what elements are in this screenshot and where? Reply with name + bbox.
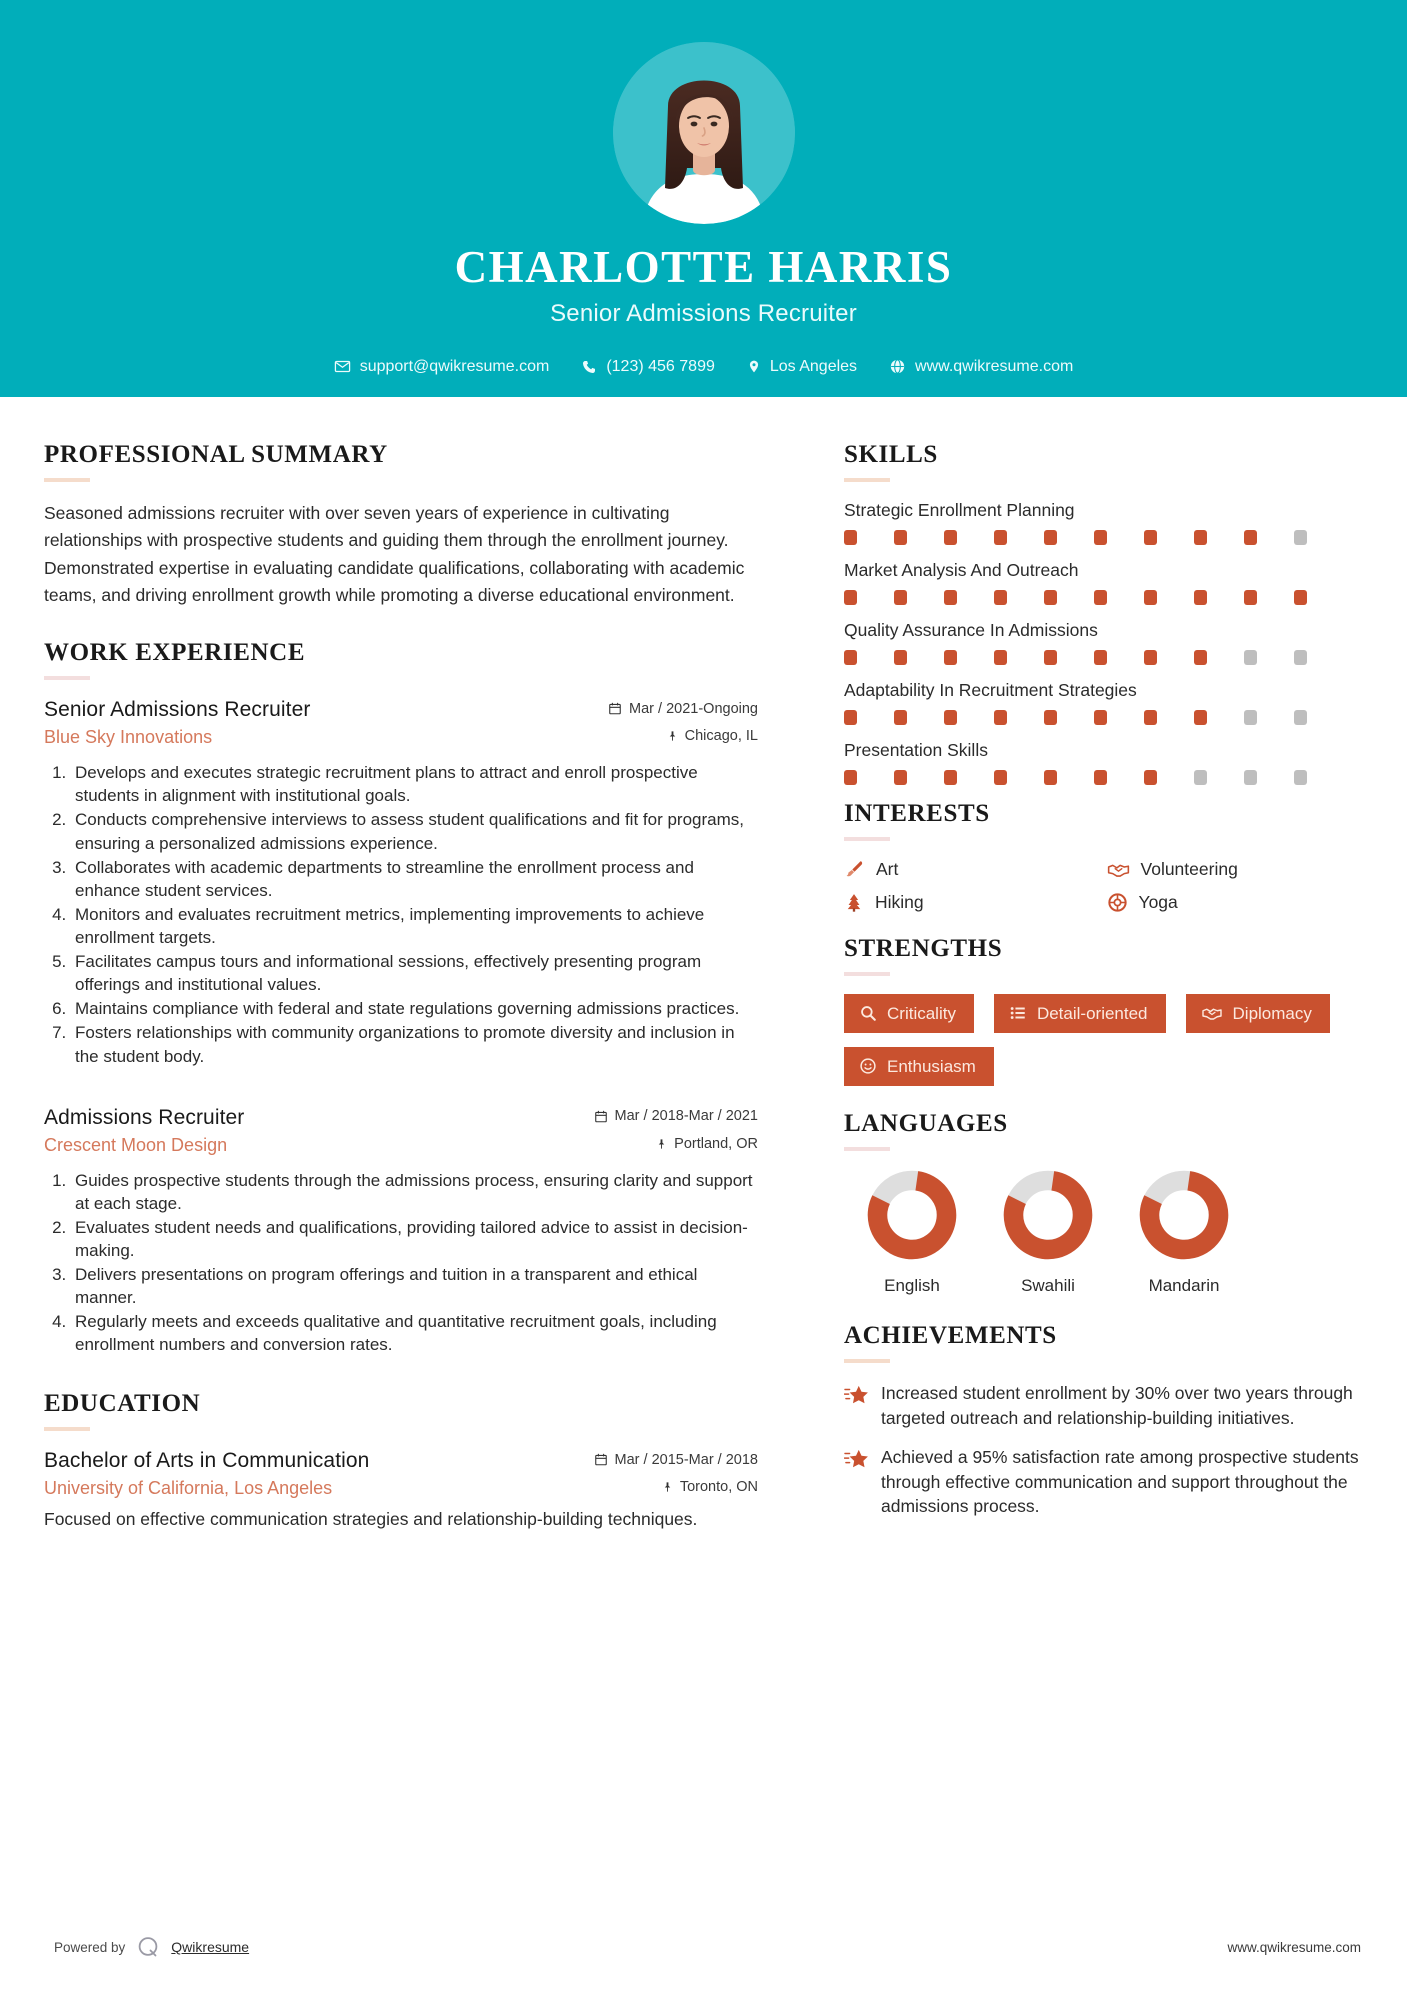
skill-dot-filled bbox=[994, 650, 1007, 665]
strength-label: Enthusiasm bbox=[887, 1056, 976, 1076]
strength-chip-detail-oriented bbox=[994, 994, 1166, 1033]
calendar-icon bbox=[594, 1452, 608, 1467]
interest-item-hiking bbox=[844, 892, 1099, 913]
skill-dot-empty bbox=[1294, 710, 1307, 725]
skill-dot-filled bbox=[1144, 530, 1157, 545]
skill-dot-filled bbox=[944, 710, 957, 725]
interest-item-yoga bbox=[1107, 892, 1362, 913]
page-title: CHARLOTTE HARRIS bbox=[454, 242, 953, 292]
phone-icon bbox=[581, 359, 597, 375]
pushpin-icon bbox=[662, 1480, 673, 1494]
job-bullet-list bbox=[44, 1169, 758, 1357]
avatar bbox=[613, 42, 795, 224]
shooting-star-icon bbox=[844, 1448, 868, 1470]
strengths-list bbox=[844, 994, 1361, 1086]
section-title-experience: WORK EXPERIENCE bbox=[44, 639, 306, 667]
section-achievements bbox=[844, 1322, 1361, 1519]
job-bullet-list bbox=[44, 761, 758, 1067]
resume-header bbox=[0, 0, 1407, 397]
skill-rating bbox=[844, 710, 1361, 725]
achievement-item bbox=[844, 1381, 1361, 1431]
page-footer bbox=[0, 1904, 1407, 1990]
language-item bbox=[844, 1169, 980, 1296]
right-column bbox=[800, 397, 1407, 1533]
section-interests bbox=[844, 800, 1361, 913]
skill-dot-filled bbox=[894, 770, 907, 785]
section-languages bbox=[844, 1110, 1361, 1296]
section-title-education: EDUCATION bbox=[44, 1390, 201, 1418]
interest-label: Hiking bbox=[875, 892, 924, 912]
powered-by-label: Powered by bbox=[54, 1939, 126, 1955]
job-company: Blue Sky Innovations bbox=[44, 727, 213, 748]
calendar-icon bbox=[608, 701, 622, 716]
education-description: Focused on effective communication strategies and relationship-building techniques. bbox=[44, 1509, 698, 1530]
skill-dot-empty bbox=[1294, 530, 1307, 545]
interest-item-volunteering bbox=[1107, 859, 1362, 880]
strength-chip-enthusiasm bbox=[844, 1047, 994, 1086]
skill-dot-filled bbox=[944, 530, 957, 545]
education-dates-text: Mar / 2015-Mar / 2018 bbox=[614, 1451, 758, 1468]
skill-dot-filled bbox=[994, 710, 1007, 725]
achievement-text: Increased student enrollment by 30% over two years through targeted outreach and relationship-building initiatives. bbox=[881, 1383, 1353, 1428]
shooting-star-icon bbox=[844, 1384, 868, 1406]
pine-tree-icon bbox=[844, 892, 864, 913]
skill-dot-filled bbox=[944, 770, 957, 785]
skill-dot-filled bbox=[1144, 590, 1157, 605]
skill-name: Quality Assurance In Admissions bbox=[844, 620, 1098, 640]
skill-name: Market Analysis And Outreach bbox=[844, 560, 1079, 580]
job-title: Senior Admissions Recruiter bbox=[550, 299, 857, 327]
job-dates-text: Mar / 2021-Ongoing bbox=[629, 700, 758, 717]
section-title-skills: SKILLS bbox=[844, 441, 938, 468]
powered-by bbox=[54, 1934, 249, 1960]
skill-dot-filled bbox=[844, 530, 857, 545]
job-role: Senior Admissions Recruiter bbox=[44, 698, 311, 722]
skill-dot-filled bbox=[1144, 710, 1157, 725]
section-rule bbox=[844, 1147, 890, 1151]
experience-entry bbox=[44, 1106, 758, 1357]
skill-rating bbox=[844, 590, 1361, 605]
resume-body bbox=[0, 397, 1407, 1533]
list-item: 1. Guides prospective students through the admissions process, ensuring clarity and support at each stage. bbox=[71, 1169, 758, 1215]
handshake-icon bbox=[1107, 859, 1130, 880]
skill-rating bbox=[844, 650, 1361, 665]
lifebuoy-icon bbox=[1107, 892, 1128, 913]
footer-url: www.qwikresume.com bbox=[1227, 1939, 1361, 1955]
job-location bbox=[656, 1136, 758, 1152]
list-item: 4. Regularly meets and exceeds qualitative and quantitative recruitment goals, including enrollment numbers and conversion rates. bbox=[71, 1310, 758, 1356]
summary-text: Seasoned admissions recruiter with over seven years of experience in cultivating relationships with prospective students and guiding them through the enrollment journey. Demonstrated expertise in evaluating candidate qualifications, collaborating with academic teams, and driving enrollment growth while promoting a diverse educational environment. bbox=[44, 503, 745, 605]
interest-label: Volunteering bbox=[1140, 859, 1238, 879]
calendar-icon bbox=[594, 1109, 608, 1124]
skill-dot-empty bbox=[1244, 710, 1257, 725]
strength-label: Diplomacy bbox=[1232, 1003, 1312, 1023]
strength-label: Criticality bbox=[887, 1003, 956, 1023]
skill-dot-filled bbox=[1044, 710, 1057, 725]
skill-dot-empty bbox=[1294, 770, 1307, 785]
list-item: 4. Monitors and evaluates recruitment metrics, implementing improvements to achieve enrollment targets. bbox=[71, 903, 758, 949]
skill-rating bbox=[844, 530, 1361, 545]
skill-dot-empty bbox=[1294, 650, 1307, 665]
skill-dot-filled bbox=[994, 770, 1007, 785]
section-rule bbox=[44, 478, 90, 482]
left-column bbox=[0, 397, 800, 1533]
skill-dot-filled bbox=[1244, 590, 1257, 605]
language-donut-chart bbox=[1002, 1169, 1094, 1261]
globe-icon bbox=[889, 358, 906, 375]
job-location bbox=[667, 728, 758, 744]
contact-location[interactable] bbox=[731, 358, 873, 376]
location-pin-icon bbox=[747, 358, 761, 375]
paintbrush-icon bbox=[844, 859, 865, 880]
interest-label: Yoga bbox=[1138, 892, 1178, 912]
skill-dot-empty bbox=[1244, 770, 1257, 785]
section-title-strengths: STRENGTHS bbox=[844, 935, 1003, 962]
skill-dot-empty bbox=[1244, 650, 1257, 665]
section-professional-summary bbox=[44, 441, 758, 609]
interests-grid bbox=[844, 859, 1361, 913]
skill-dot-filled bbox=[894, 590, 907, 605]
pushpin-icon bbox=[656, 1137, 667, 1151]
language-label: Mandarin bbox=[1148, 1276, 1220, 1295]
skill-dot-filled bbox=[994, 590, 1007, 605]
list-item: 3. Delivers presentations on program offerings and tuition in a transparent and ethical manner. bbox=[71, 1263, 758, 1309]
contact-location-text: Los Angeles bbox=[769, 357, 858, 375]
education-location bbox=[662, 1479, 758, 1495]
list-item: 2. Conducts comprehensive interviews to assess student qualifications and fit for programs, ensuring a personalized admissions experience. bbox=[71, 808, 758, 854]
section-title-summary: PROFESSIONAL SUMMARY bbox=[44, 441, 388, 468]
contact-phone-text: (123) 456 7899 bbox=[606, 357, 715, 375]
language-item bbox=[1116, 1169, 1252, 1296]
skill-dot-filled bbox=[1094, 650, 1107, 665]
contact-website-text: www.qwikresume.com bbox=[915, 357, 1074, 375]
section-skills bbox=[844, 441, 1361, 785]
skill-dot-filled bbox=[1194, 650, 1207, 665]
skill-dot-filled bbox=[1144, 770, 1157, 785]
skill-dot-filled bbox=[1094, 710, 1107, 725]
list-item: 2. Evaluates student needs and qualifications, providing tailored advice to assist in decision-making. bbox=[71, 1216, 758, 1262]
list-item: 7. Fosters relationships with community organizations to promote diversity and inclusion in the student body. bbox=[71, 1021, 758, 1067]
languages-list bbox=[844, 1169, 1361, 1296]
envelope-icon bbox=[334, 358, 351, 375]
skill-dot-filled bbox=[844, 710, 857, 725]
skill-dot-filled bbox=[844, 650, 857, 665]
section-title-interests: INTERESTS bbox=[844, 800, 990, 827]
skill-dot-filled bbox=[1094, 590, 1107, 605]
skill-dot-filled bbox=[1194, 710, 1207, 725]
section-rule bbox=[844, 478, 890, 482]
skill-name: Presentation Skills bbox=[844, 740, 988, 760]
contact-email-text: support@qwikresume.com bbox=[359, 357, 550, 375]
language-label: Swahili bbox=[1021, 1276, 1075, 1295]
job-role: Admissions Recruiter bbox=[44, 1105, 245, 1129]
section-rule bbox=[844, 1359, 890, 1363]
interest-label: Art bbox=[876, 859, 899, 879]
skill-dot-empty bbox=[1194, 770, 1207, 785]
section-work-experience bbox=[44, 639, 758, 1356]
education-dates bbox=[594, 1452, 758, 1468]
skill-dot-filled bbox=[1044, 650, 1057, 665]
language-label: English bbox=[884, 1276, 940, 1295]
language-donut-chart bbox=[866, 1169, 958, 1261]
strength-chip-criticality bbox=[844, 994, 974, 1033]
skill-dot-filled bbox=[944, 590, 957, 605]
skill-dot-filled bbox=[894, 650, 907, 665]
achievement-text: Achieved a 95% satisfaction rate among prospective students through effective communication and support throughout the admissions process. bbox=[881, 1446, 1359, 1517]
qwikresume-logo-icon bbox=[135, 1934, 161, 1960]
skill-dot-filled bbox=[1044, 770, 1057, 785]
skill-dot-filled bbox=[894, 530, 907, 545]
pushpin-icon bbox=[667, 729, 678, 743]
section-rule bbox=[844, 972, 890, 976]
skill-dot-filled bbox=[1094, 530, 1107, 545]
skill-dot-filled bbox=[1144, 650, 1157, 665]
skill-dot-filled bbox=[894, 710, 907, 725]
language-donut-chart bbox=[1138, 1169, 1230, 1261]
list-item: 5. Facilitates campus tours and informational sessions, effectively presenting program offerings and institutional values. bbox=[71, 950, 758, 996]
skill-rating bbox=[844, 770, 1361, 785]
skills-list bbox=[844, 500, 1361, 785]
handshake-icon bbox=[1201, 1004, 1223, 1022]
job-company: Crescent Moon Design bbox=[44, 1134, 228, 1155]
list-icon bbox=[1009, 1004, 1027, 1022]
smiley-icon bbox=[859, 1057, 877, 1075]
skill-dot-filled bbox=[994, 530, 1007, 545]
avatar-photo-icon bbox=[613, 42, 795, 224]
list-item: 3. Collaborates with academic departments to streamline the enrollment process and enhance student services. bbox=[71, 856, 758, 902]
strength-chip-diplomacy bbox=[1186, 994, 1330, 1033]
skill-dot-filled bbox=[1294, 590, 1307, 605]
experience-entry bbox=[44, 698, 758, 1067]
job-location-text: Chicago, IL bbox=[684, 728, 758, 745]
job-dates bbox=[594, 1108, 758, 1124]
qwikresume-link[interactable]: Qwikresume bbox=[171, 1939, 250, 1955]
skill-dot-filled bbox=[1044, 530, 1057, 545]
magnifier-icon bbox=[859, 1004, 877, 1022]
education-location-text: Toronto, ON bbox=[679, 1479, 758, 1496]
interest-item-art bbox=[844, 859, 1099, 880]
skill-dot-filled bbox=[944, 650, 957, 665]
skill-dot-filled bbox=[844, 770, 857, 785]
education-entry bbox=[44, 1449, 758, 1532]
skill-dot-filled bbox=[1194, 590, 1207, 605]
skill-name: Adaptability In Recruitment Strategies bbox=[844, 680, 1137, 700]
section-title-achievements: ACHIEVEMENTS bbox=[844, 1322, 1057, 1349]
list-item: 1. Develops and executes strategic recruitment plans to attract and enroll prospective students in alignment with institutional goals. bbox=[71, 761, 758, 807]
list-item: 6. Maintains compliance with federal and state regulations governing admissions practices. bbox=[71, 997, 758, 1020]
skill-name: Strategic Enrollment Planning bbox=[844, 500, 1075, 520]
contact-email[interactable] bbox=[318, 358, 566, 376]
section-rule bbox=[44, 1427, 90, 1431]
job-location-text: Portland, OR bbox=[674, 1135, 758, 1152]
skill-dot-filled bbox=[844, 590, 857, 605]
achievement-item bbox=[844, 1445, 1361, 1520]
education-degree: Bachelor of Arts in Communication bbox=[44, 1449, 370, 1473]
section-education bbox=[44, 1390, 758, 1532]
section-rule bbox=[844, 837, 890, 841]
section-title-languages: LANGUAGES bbox=[844, 1110, 1008, 1137]
language-item bbox=[980, 1169, 1116, 1296]
contact-phone[interactable] bbox=[565, 358, 731, 376]
strength-label: Detail-oriented bbox=[1036, 1003, 1148, 1023]
skill-dot-filled bbox=[1244, 530, 1257, 545]
skill-dot-filled bbox=[1094, 770, 1107, 785]
skill-dot-filled bbox=[1194, 530, 1207, 545]
skill-dot-filled bbox=[1044, 590, 1057, 605]
job-dates bbox=[608, 701, 758, 717]
section-rule bbox=[44, 676, 90, 680]
job-dates-text: Mar / 2018-Mar / 2021 bbox=[614, 1108, 758, 1125]
contact-row bbox=[0, 358, 1407, 376]
section-strengths bbox=[844, 935, 1361, 1086]
contact-website[interactable] bbox=[873, 358, 1089, 376]
education-school: University of California, Los Angeles bbox=[44, 1478, 333, 1499]
